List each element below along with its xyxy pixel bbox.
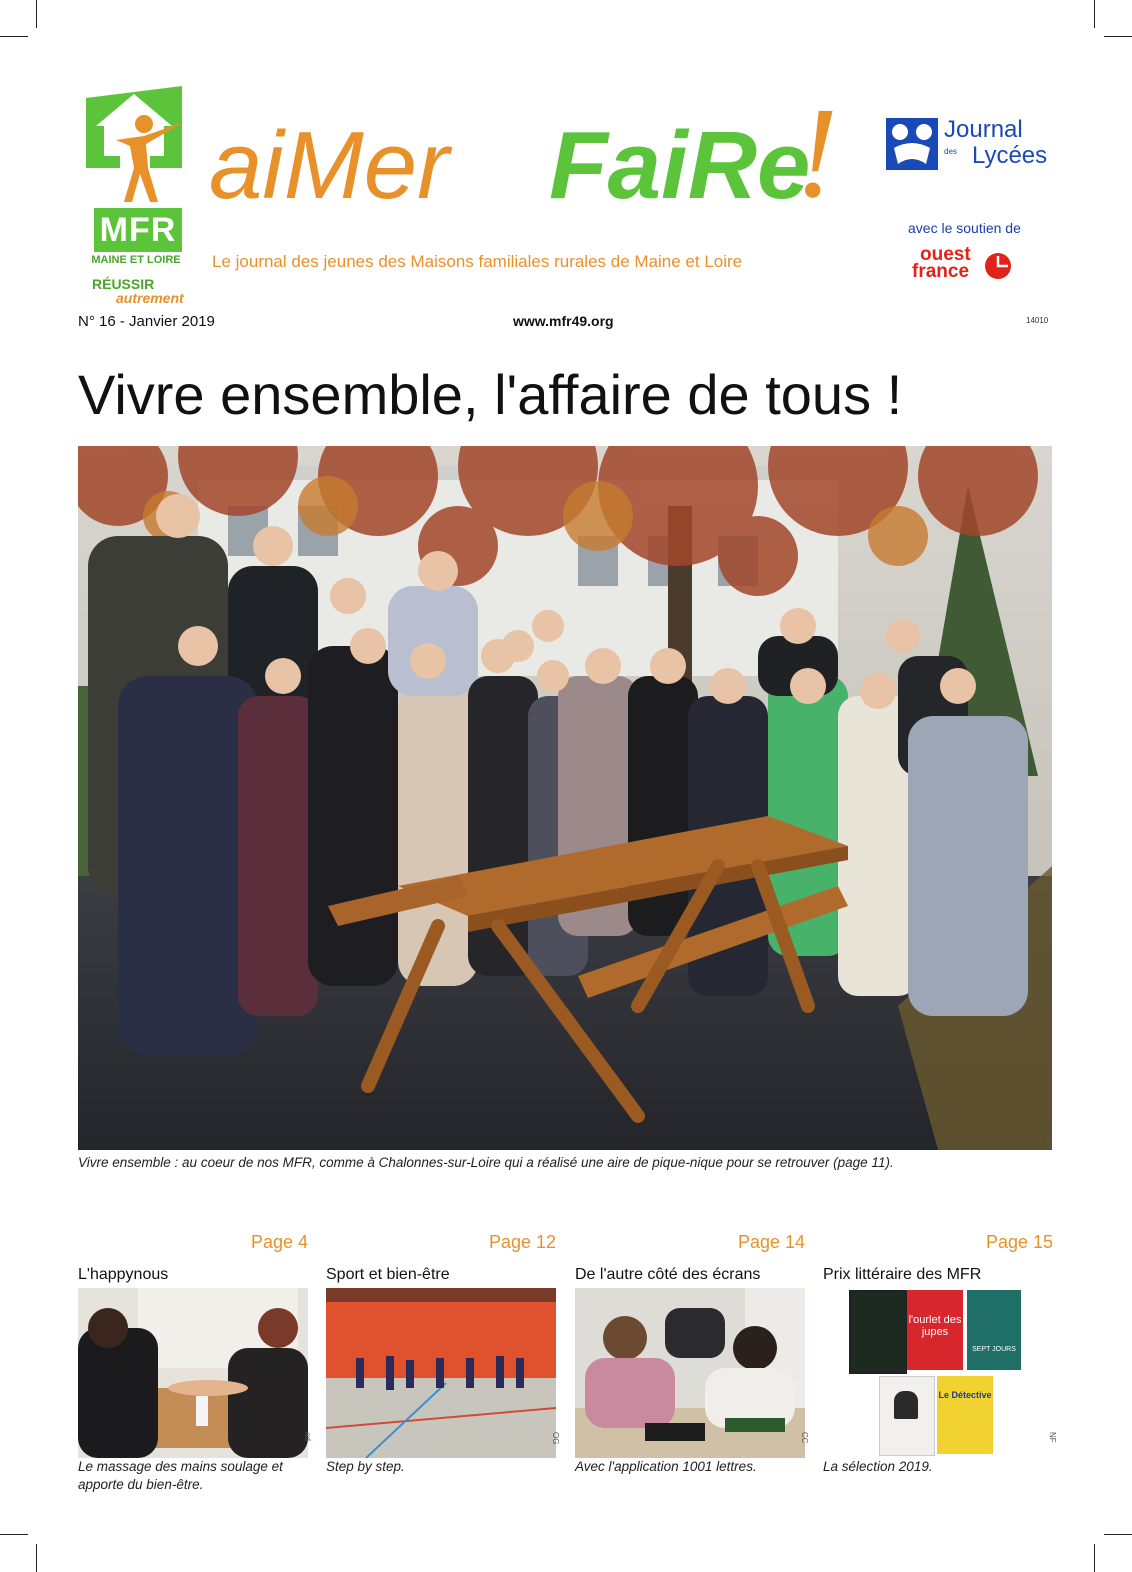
crop-mark bbox=[0, 1534, 28, 1535]
france-word: france bbox=[912, 261, 970, 282]
ouest-word: ouest bbox=[920, 244, 971, 265]
mfr-region: MAINE ET LOIRE bbox=[91, 254, 181, 266]
page-link[interactable]: Page 14 bbox=[737, 1232, 805, 1252]
photo-credit: cbd bbox=[1044, 1134, 1053, 1147]
teaser-page-4[interactable] bbox=[78, 1232, 312, 1512]
ouest-france-emblem-icon bbox=[984, 252, 1012, 280]
book-cover: Le Détective bbox=[937, 1376, 993, 1454]
main-photo-caption: Vivre ensemble : au coeur de nos MFR, comme à Chalonnes-sur-Loire qui a réalisé une aire de pique-nique pour se retrouver (page 11). bbox=[78, 1155, 894, 1170]
headline: Vivre ensemble, l'affaire de tous ! bbox=[78, 363, 903, 426]
hand-massage-photo bbox=[78, 1288, 308, 1458]
book-selection bbox=[823, 1288, 1053, 1458]
tagline: Le journal des jeunes des Maisons familiales rurales de Maine et Loire bbox=[212, 252, 743, 271]
journal-des-lycees-logo bbox=[886, 116, 1046, 176]
page-link[interactable]: Page 15 bbox=[985, 1232, 1053, 1252]
teaser-page-12[interactable] bbox=[326, 1232, 560, 1512]
photo-credit: OG bbox=[551, 1432, 560, 1445]
slogan-reussir: RÉUSSIR bbox=[92, 276, 155, 292]
photo-credit: ad bbox=[303, 1432, 312, 1441]
page-link[interactable]: Page 4 bbox=[250, 1232, 308, 1252]
journal-title bbox=[205, 88, 865, 258]
teaser-page-15[interactable] bbox=[823, 1232, 1057, 1512]
main-photo bbox=[78, 446, 1052, 1150]
teaser-title: Prix littéraire des MFR bbox=[823, 1266, 982, 1283]
jdl-journal: Journal bbox=[944, 116, 1023, 143]
issue-number: N° 16 - Janvier 2019 bbox=[78, 313, 215, 330]
page-link[interactable]: Page 12 bbox=[488, 1232, 556, 1252]
teaser-caption: Le massage des mains soulage et apporte du bien-être. bbox=[78, 1459, 283, 1492]
website-link[interactable]: www.mfr49.org bbox=[513, 313, 614, 329]
house-figure-icon bbox=[86, 86, 184, 204]
book-cover bbox=[879, 1376, 935, 1456]
teaser-page-14[interactable] bbox=[575, 1232, 809, 1512]
teaser-title: Sport et bien-être bbox=[326, 1266, 450, 1283]
crop-mark bbox=[1094, 0, 1095, 28]
photo-credit: NF bbox=[1048, 1432, 1057, 1443]
photo-credit: CC bbox=[800, 1432, 809, 1444]
jdl-des: des bbox=[944, 147, 957, 156]
crop-mark bbox=[1104, 1534, 1132, 1535]
crop-mark bbox=[36, 1544, 37, 1572]
classroom-tablet-photo bbox=[575, 1288, 805, 1458]
title-exclamation: ! bbox=[795, 88, 839, 225]
gym-step-photo bbox=[326, 1288, 556, 1458]
edition-code: 14010 bbox=[1026, 316, 1049, 325]
teaser-title: L'happynous bbox=[78, 1266, 169, 1283]
slogan-autrement: autrement bbox=[116, 290, 184, 306]
book-cover: SEPT JOURS bbox=[967, 1290, 1021, 1370]
mfr-badge: MFR bbox=[94, 208, 182, 252]
teaser-caption: Avec l'application 1001 lettres. bbox=[575, 1459, 757, 1474]
support-label: avec le soutien de bbox=[908, 220, 1021, 236]
crop-mark bbox=[1104, 36, 1132, 37]
title-faire: FaiRe bbox=[549, 112, 811, 219]
crop-mark bbox=[36, 0, 37, 28]
crop-mark bbox=[0, 36, 28, 37]
teaser-title: De l'autre côté des écrans bbox=[575, 1266, 761, 1283]
mfr-logo bbox=[86, 86, 186, 308]
book-cover bbox=[849, 1290, 907, 1374]
book-cover: l'ourlet des jupes bbox=[907, 1290, 963, 1370]
teaser-caption: Step by step. bbox=[326, 1459, 405, 1474]
crop-mark bbox=[1094, 1544, 1095, 1572]
ouest-france-logo bbox=[912, 246, 1022, 286]
title-aimer: aiMer bbox=[209, 112, 450, 219]
jdl-emblem-icon bbox=[886, 118, 938, 170]
teaser-caption: La sélection 2019. bbox=[823, 1459, 933, 1474]
jdl-lycees: Lycées bbox=[972, 142, 1048, 169]
